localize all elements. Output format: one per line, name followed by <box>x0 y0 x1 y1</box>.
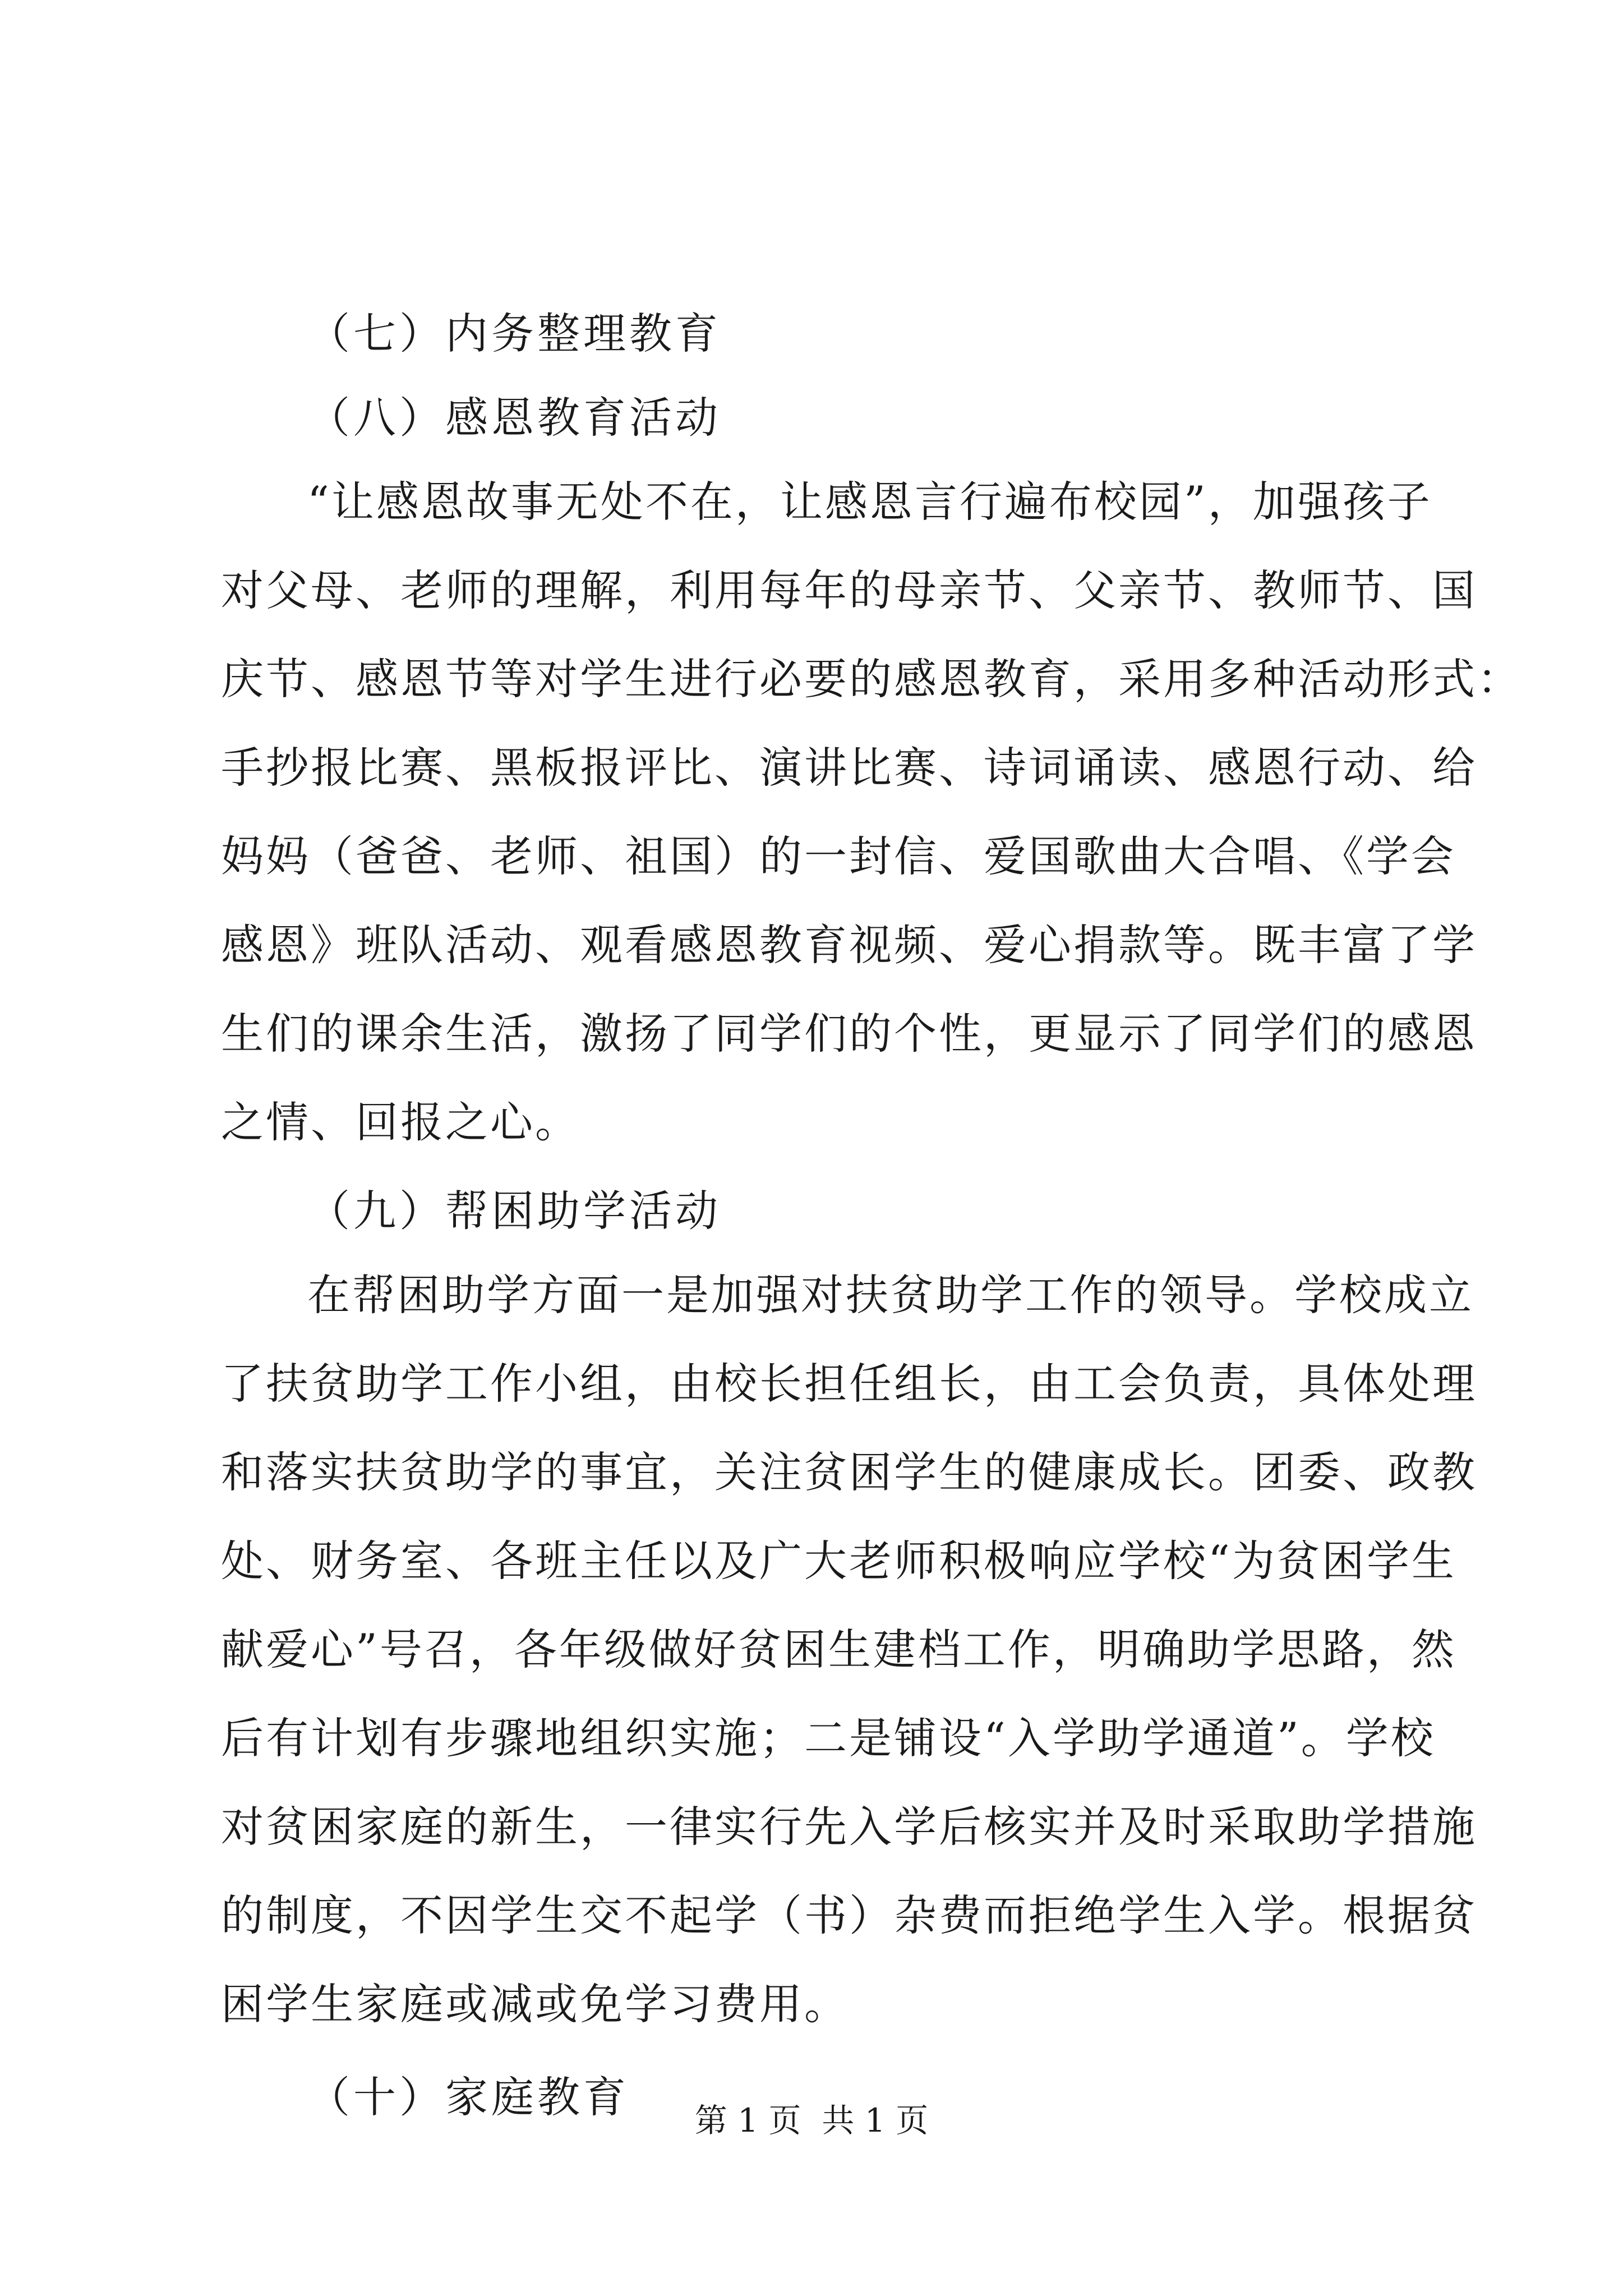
section-heading-10: （十）家庭教育 <box>307 2072 629 2122</box>
page-footer <box>0 2098 1623 2143</box>
paragraph-line: 在帮困助学方面一是加强对扶贫助学工作的领导。学校成立 <box>307 1270 1474 1320</box>
page-number: 第 1 页 共 1 页 <box>694 2101 929 2139</box>
paragraph-line: 对贫困家庭的新生，一律实行先入学后核实并及时采取助学措施 <box>221 1802 1477 1852</box>
paragraph-line: 和落实扶贫助学的事宜，关注贫困学生的健康成长。团委、政教 <box>221 1447 1477 1497</box>
paragraph-line: 手抄报比赛、黑板报评比、演讲比赛、诗词诵读、感恩行动、给 <box>221 743 1477 793</box>
paragraph-line: 困学生家庭或减或免学习费用。 <box>221 1979 849 2029</box>
paragraph-line: 之情、回报之心。 <box>221 1097 580 1147</box>
paragraph-line: 感恩》班队活动、观看感恩教育视频、爱心捐款等。既丰富了学 <box>221 920 1477 970</box>
paragraph-line: 后有计划有步骤地组织实施；二是铺设“入学助学通道”。学校 <box>221 1713 1436 1763</box>
section-heading-9: （九）帮困助学活动 <box>307 1186 721 1236</box>
section-heading-7: （七）内务整理教育 <box>307 309 721 358</box>
document-body <box>221 292 1522 2139</box>
paragraph-line: 妈妈（爸爸、老师、祖国）的一封信、爱国歌曲大合唱、《学会 <box>221 831 1456 881</box>
paragraph-poverty-aid <box>221 1251 1477 2049</box>
paragraph-line: 了扶贫助学工作小组，由校长担任组长，由工会负责，具体处理 <box>221 1359 1477 1409</box>
paragraph-line: 献爱心”号召，各年级做好贫困生建档工作，明确助学思路，然 <box>221 1625 1456 1674</box>
paragraph-line: 生们的课余生活，激扬了同学们的个性，更显示了同学们的感恩 <box>221 1009 1477 1059</box>
section-heading-8: （八）感恩教育活动 <box>307 393 721 443</box>
paragraph-line: “让感恩故事无处不在，让感恩言行遍布校园”，加强孩子 <box>307 477 1432 527</box>
paragraph-line: 对父母、老师的理解，利用每年的母亲节、父亲节、教师节、国 <box>221 565 1477 615</box>
paragraph-line: 的制度，不因学生交不起学（书）杂费而拒绝学生入学。根据贫 <box>221 1890 1477 1940</box>
paragraph-gratitude <box>221 458 1522 1167</box>
paragraph-line: 庆节、感恩节等对学生进行必要的感恩教育，采用多种活动形式： <box>221 654 1522 704</box>
paragraph-line: 处、财务室、各班主任以及广大老师积极响应学校“为贫困学生 <box>221 1536 1456 1586</box>
